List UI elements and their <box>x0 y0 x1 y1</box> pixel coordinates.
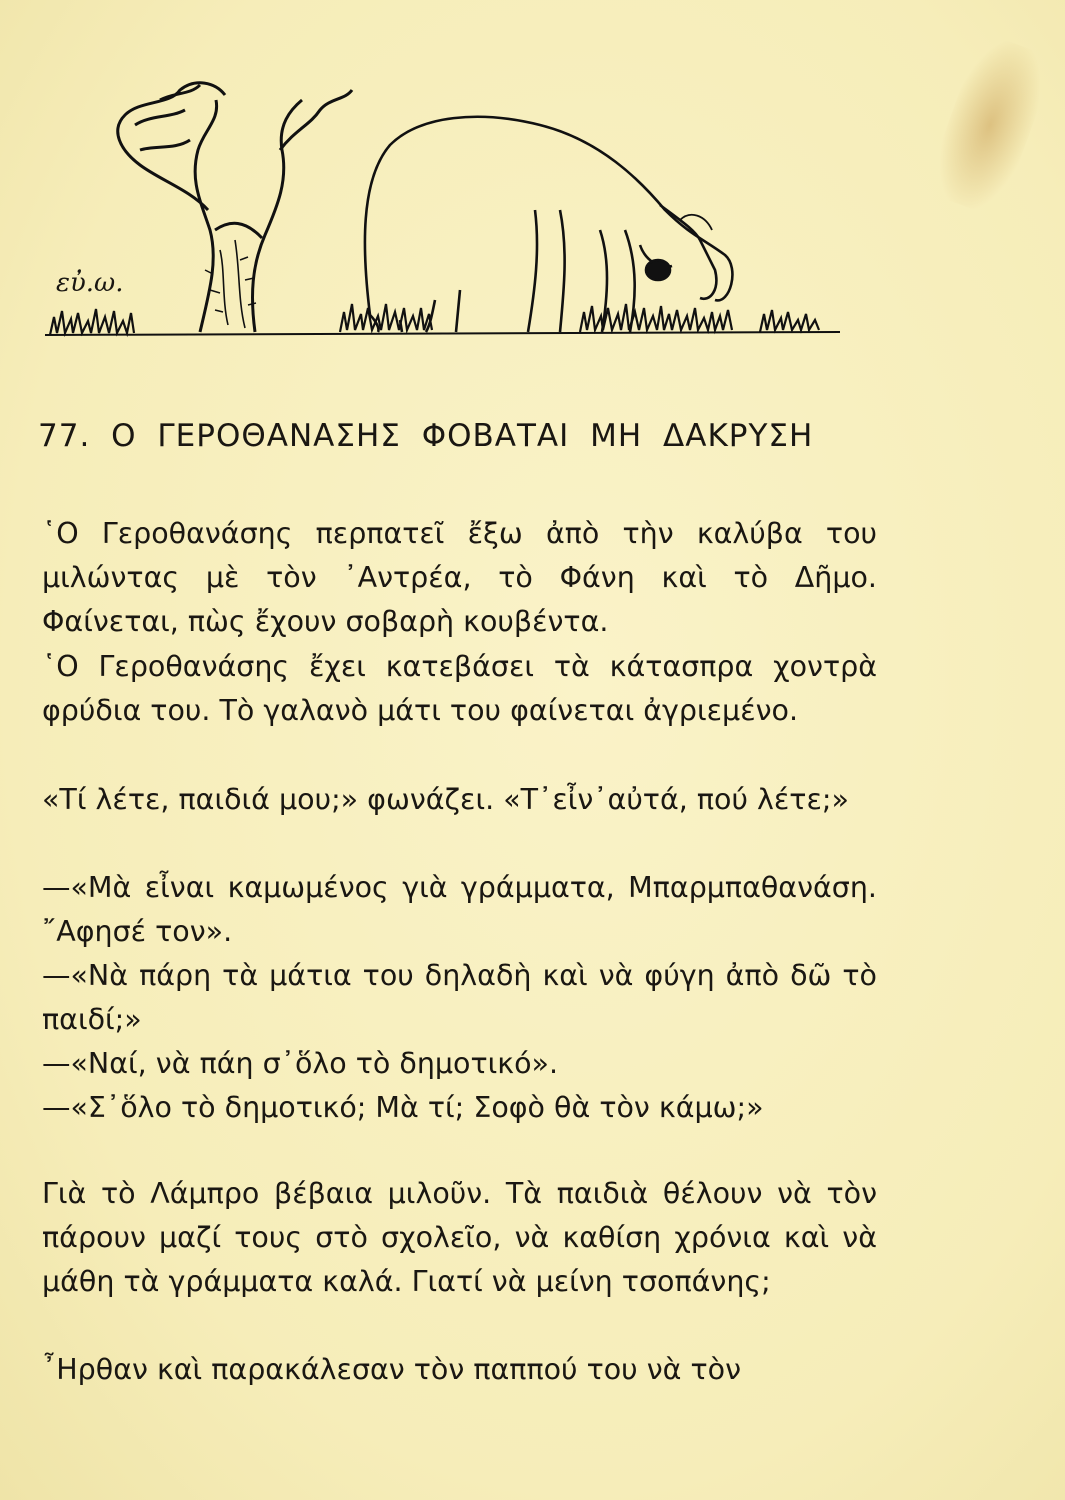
paragraph-8: Γιὰ τὸ Λάμπρο βέβαια μιλοῦν. Τὰ παιδιὰ θέλουν νὰ τὸν πάρουν μαζί τους στὸ σχολεῖο, νὰ καθίση χρόνια καὶ νὰ μάθη τὰ γράμματα καλά. Γιατί νὰ μείνη τσοπάνης; <box>42 1177 877 1298</box>
paragraph-3: «Τί λέτε, παιδιά μου;» φωνάζει. «Τ᾿εἶν᾿αὐτά, πού λέτε;» <box>42 783 849 816</box>
tree-icon <box>118 83 352 332</box>
tree-and-sheep-illustration <box>40 70 860 350</box>
sheep-icon <box>365 117 733 332</box>
paragraph-1: ῾Ο Γεροθανάσης περπατεῖ ἔξω ἀπὸ τὴν καλύβα του μιλώντας μὲ τὸν ᾿Αντρέα, τὸ Φάνη καὶ τὸ Δῆμο. Φαίνεται, πὼς ἔχουν σοβαρὴ κουβέντα. <box>42 517 877 638</box>
paragraph-4: —«Μὰ εἶναι καμωμένος γιὰ γράμματα, Μπαρμπαθανάση. ῎Αφησέ τον». <box>42 871 877 948</box>
paragraph-6: —«Ναί, νὰ πάη σ᾿ὅλο τὸ δημοτικό». <box>42 1047 559 1080</box>
paragraph-7: —«Σ᾿ὅλο τὸ δημοτικό; Μὰ τί; Σοφὸ θὰ τὸν κάμω;» <box>42 1091 764 1124</box>
page-stain <box>923 31 1056 218</box>
grass-icon <box>45 304 840 335</box>
artist-signature: εὐ.ω. <box>56 268 124 298</box>
paragraph-9: ῏Ηρθαν καὶ παρακάλεσαν τὸν παππού του νὰ τὸν <box>42 1353 742 1386</box>
paragraph-5: —«Νὰ πάρη τὰ μάτια του δηλαδὴ καὶ νὰ φύγη ἀπὸ δῶ τὸ παιδί;» <box>42 959 877 1036</box>
chapter-title: 77. Ο ΓΕΡΟΘΑΝΑΣΗΣ ΦΟΒΑΤΑΙ ΜΗ ΔΑΚΡΥΣΗ <box>38 418 814 454</box>
paragraph-2: ῾Ο Γεροθανάσης ἔχει κατεβάσει τὰ κάτασπρα χοντρὰ φρύδια του. Τὸ γαλανὸ μάτι του φαίνεται ἀγριεμένο. <box>42 650 877 727</box>
